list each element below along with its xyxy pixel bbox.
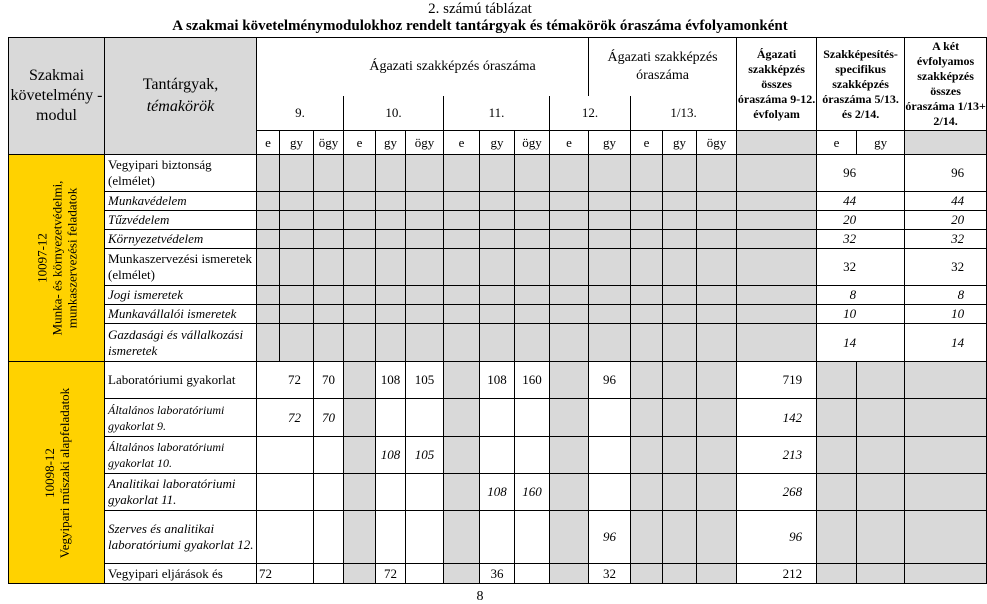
module-code: 10097-12 <box>34 233 49 283</box>
row-specific: 8 <box>817 286 905 305</box>
row-specific: 32 <box>817 249 905 286</box>
header-agazati-total <box>737 38 817 131</box>
table-row <box>9 362 987 399</box>
row-specific: 32 <box>817 230 905 249</box>
year-1-13-label: 1/13. <box>670 104 697 120</box>
cell-10-gy: 108 <box>376 437 406 474</box>
header-specific-label: Szakképesítés-specifikus szakképzés óraszáma 5/13. és 2/14. <box>822 46 899 121</box>
cell-9-e: 72 <box>257 362 314 399</box>
table-row <box>9 211 987 230</box>
table-caption: 2. számú táblázat <box>428 1 532 17</box>
table-row <box>9 192 987 211</box>
cell-11-gy: 108 <box>480 474 515 511</box>
subcol-total-empty <box>737 131 817 155</box>
subcol-9-e: e <box>257 131 280 155</box>
header-subjects-label: Tantárgyak, <box>142 76 219 93</box>
row-name: Jogi ismeretek <box>105 286 257 305</box>
cell-10-gy: 108 <box>376 362 406 399</box>
row-name: Általános laboratóriumi gyakorlat 9. <box>105 399 257 437</box>
header-year-9 <box>257 96 344 131</box>
row-two-year: 44 <box>905 192 987 211</box>
row-name: Általános laboratóriumi gyakorlat 10. <box>105 437 257 474</box>
cell-12-gy: 96 <box>589 362 631 399</box>
header-two-year <box>905 38 987 131</box>
cell-total: 268 <box>737 474 817 511</box>
curriculum-table <box>8 37 987 584</box>
year-12-label: 12. <box>581 104 599 120</box>
row-name: Vegyipari eljárások és <box>105 564 257 584</box>
subcol-spec-e: e <box>817 131 857 155</box>
row-name: Szerves és analitikai laboratóriumi gyakorlat 12. <box>105 511 257 564</box>
subcol-9-gy: gy <box>280 131 314 155</box>
cell-12-gy: 96 <box>589 511 631 564</box>
subcol-11-ogy: ögy <box>515 131 550 155</box>
subcol-13-e: e <box>631 131 663 155</box>
subcol-12-gy: gy <box>589 131 631 155</box>
row-specific: 10 <box>817 305 905 324</box>
row-two-year: 8 <box>905 286 987 305</box>
cell-10-ogy: 105 <box>406 437 444 474</box>
module-name: Munka- és környezetvédelmi, munkaszervezési feladatok <box>49 180 79 336</box>
header-module <box>9 38 105 155</box>
row-name: Laboratóriumi gyakorlat <box>105 362 257 399</box>
table-row <box>9 324 987 362</box>
subcol-10-gy: gy <box>376 131 406 155</box>
table-row <box>9 155 987 192</box>
cell-total: 142 <box>737 399 817 437</box>
cell-11-gy: 108 <box>480 362 515 399</box>
table-row <box>9 564 987 584</box>
cell-9-gy: 70 <box>314 362 344 399</box>
subcol-12-e: e <box>550 131 589 155</box>
subcol-9-ogy: ögy <box>314 131 344 155</box>
cell-10-ogy: 105 <box>406 362 444 399</box>
cell-9-gy: 70 <box>314 399 344 437</box>
table-row <box>9 399 987 437</box>
row-specific: 20 <box>817 211 905 230</box>
table-row <box>9 474 987 511</box>
cell-total: 96 <box>737 511 817 564</box>
module-code: 10098-12 <box>41 447 57 498</box>
header-specific <box>817 38 905 131</box>
page-number: 8 <box>476 589 484 604</box>
row-name: Munkaszervezési ismeretek (elmélet) <box>105 249 257 286</box>
row-specific: 14 <box>817 324 905 362</box>
row-two-year: 32 <box>905 230 987 249</box>
header-agazati-1-13-label: Ágazati szakképzés óraszáma <box>607 49 718 83</box>
row-name: Vegyipari biztonság (elmélet) <box>105 155 257 192</box>
header-subjects-sublabel: témakörök <box>146 98 215 115</box>
module-cell-10098 <box>9 362 105 584</box>
table-row <box>9 230 987 249</box>
header-year-12 <box>550 96 631 131</box>
subcol-13-ogy: ögy <box>697 131 737 155</box>
table-row <box>9 437 987 474</box>
row-two-year: 10 <box>905 305 987 324</box>
row-two-year: 20 <box>905 211 987 230</box>
cell-11-ogy: 160 <box>515 362 550 399</box>
table-row <box>9 286 987 305</box>
header-agazati-total-label: Ágazati szakképzés összes óraszáma 9-12. évfolyam <box>737 46 816 121</box>
subcol-11-e: e <box>444 131 480 155</box>
subcol-11-gy: gy <box>480 131 515 155</box>
subcol-10-e: e <box>344 131 376 155</box>
year-11-label: 11. <box>488 104 505 120</box>
row-name: Munkavédelem <box>105 192 257 211</box>
subcol-spec-gy: gy <box>857 131 905 155</box>
row-two-year: 96 <box>905 155 987 192</box>
header-agazati-label: Ágazati szakképzés óraszáma <box>369 58 536 74</box>
cell-total: 212 <box>737 564 817 584</box>
module-cell-10097 <box>9 155 105 362</box>
cell-9-e: 72 <box>257 564 314 584</box>
row-specific: 96 <box>817 155 905 192</box>
header-module-label: Szakmai követelmény -modul <box>10 67 103 124</box>
table-row <box>9 511 987 564</box>
cell-9-e: 72 <box>257 399 314 437</box>
subcol-10-ogy: ögy <box>406 131 444 155</box>
header-year-1-13 <box>631 96 737 131</box>
header-two-year-label: A két évfolyamos szakképzés összes óraszáma 1/13+ 2/14. <box>905 39 986 128</box>
header-subjects <box>105 38 257 155</box>
cell-12-e: 32 <box>589 564 631 584</box>
row-two-year: 32 <box>905 249 987 286</box>
row-name: Gazdasági és vállalkozási ismeretek <box>105 324 257 362</box>
cell-total: 213 <box>737 437 817 474</box>
module-label-10098 <box>42 387 72 557</box>
module-name: Vegyipari műszaki alapfeladatok <box>56 387 72 558</box>
row-name: Analitikai laboratóriumi gyakorlat 11. <box>105 474 257 511</box>
cell-11-ogy: 160 <box>515 474 550 511</box>
subcol-13-gy: gy <box>663 131 697 155</box>
subcol-two-year-empty <box>905 131 987 155</box>
header-agazati <box>257 38 589 96</box>
header-agazati-1-13 <box>589 38 737 96</box>
table-row <box>9 305 987 324</box>
row-name: Tűzvédelem <box>105 211 257 230</box>
module-label-10097 <box>34 163 79 353</box>
row-specific: 44 <box>817 192 905 211</box>
header-year-11 <box>444 96 550 131</box>
year-10-label: 10. <box>385 104 402 120</box>
row-two-year: 14 <box>905 324 987 362</box>
table-title: A szakmai követelménymodulokhoz rendelt tantárgyak és témakörök óraszáma évfolyamonként <box>172 18 788 34</box>
row-name: Munkavállalói ismeretek <box>105 305 257 324</box>
cell-total: 719 <box>737 362 817 399</box>
cell-11-e: 36 <box>480 564 515 584</box>
year-9-label: 9. <box>295 104 305 120</box>
row-name: Környezetvédelem <box>105 230 257 249</box>
cell-10-e: 72 <box>376 564 406 584</box>
table-row <box>9 249 987 286</box>
header-year-10 <box>344 96 444 131</box>
